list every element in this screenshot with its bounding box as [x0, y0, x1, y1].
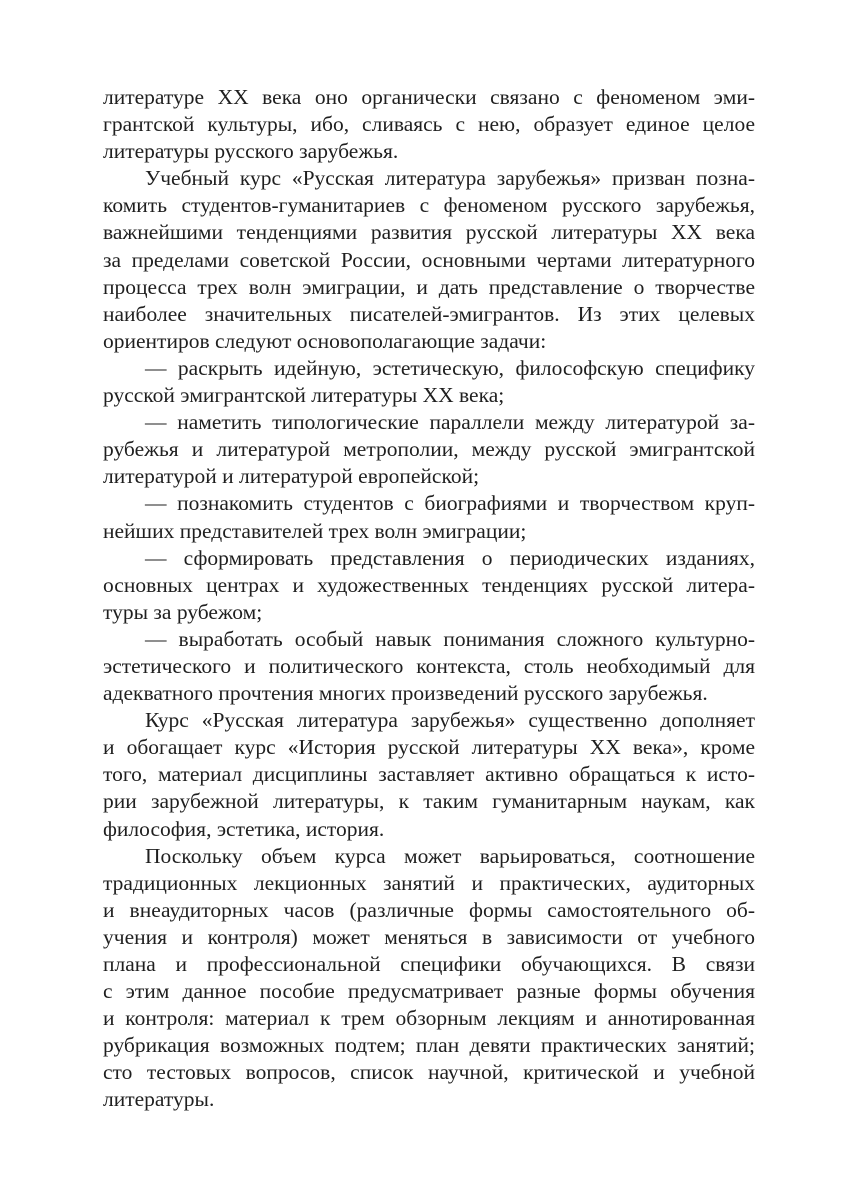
- text-line: грантской культуры, ибо, сливаясь с нею, образует единое целое: [103, 112, 755, 137]
- text-line: адекватного прочтения многих произведений русского зарубежья.: [103, 681, 708, 706]
- text-line: за пределами советской России, основными чертами литературного: [103, 247, 755, 272]
- text-line: литературой и литературой европейской;: [103, 464, 480, 489]
- text-line: Поскольку объем курса может варьироваться, соотношение: [145, 843, 755, 868]
- text-line: литературе XX века оно органически связано с феноменом эми-: [103, 85, 755, 109]
- text-line: эстетического и политического контекста, столь необходимый для: [103, 653, 755, 678]
- text-line: важнейшими тенденциями развития русской литературы XX века: [103, 220, 755, 245]
- text-line: туры за рубежом;: [103, 599, 263, 624]
- text-line: рубрикация возможных подтем; план девяти практических занятий;: [103, 1033, 755, 1058]
- text-line: — познакомить студентов с биографиями и творчеством круп-: [145, 491, 755, 516]
- list-item-task-2: [103, 409, 755, 490]
- text-line: нейших представителей трех волн эмиграции;: [103, 518, 527, 543]
- text-line: и обогащает курс «История русской литературы XX века», кроме: [103, 735, 755, 760]
- text-line: рии зарубежной литературы, к таким гуманитарным наукам, как: [103, 789, 755, 814]
- text-line: Учебный курс «Русская литература зарубежья» призван позна-: [145, 166, 755, 191]
- text-line: наиболее значительных писателей-эмигрантов. Из этих целевых: [103, 301, 755, 326]
- text-line: литературы.: [103, 1087, 215, 1112]
- paragraph-intro-continuation: [103, 84, 755, 165]
- text-line: философия, эстетика, история.: [103, 816, 385, 841]
- text-line: — выработать особый навык понимания сложного культурно-: [145, 626, 755, 651]
- text-line: плана и профессиональной специфики обучающихся. В связи: [103, 952, 755, 976]
- text-line: рубежья и литературой метрополии, между русской эмигрантской: [103, 437, 755, 462]
- document-page: [103, 84, 755, 1114]
- text-line: и внеаудиторных часов (различные формы самостоятельного об-: [103, 897, 755, 922]
- list-item-task-1: [103, 355, 755, 409]
- text-line: — сформировать представления о периодических изданиях,: [145, 545, 755, 570]
- paragraph-course-goals: [103, 165, 755, 355]
- text-line: и контроля: материал к трем обзорным лекциям и аннотированная: [103, 1006, 755, 1031]
- list-item-task-3: [103, 490, 755, 544]
- list-item-task-5: [103, 626, 755, 707]
- text-line: литературы русского зарубежья.: [103, 139, 399, 164]
- text-line: процесса трех волн эмиграции, и дать представление о творчестве: [103, 274, 755, 299]
- text-line: — наметить типологические параллели между литературой за-: [145, 410, 755, 435]
- text-line: того, материал дисциплины заставляет активно обращаться к исто-: [103, 762, 755, 787]
- text-line: комить студентов-гуманитариев с феноменом русского зарубежья,: [103, 193, 755, 218]
- text-line: традиционных лекционных занятий и практических, аудиторных: [103, 870, 755, 895]
- paragraph-course-format: [103, 843, 755, 1114]
- text-line: ориентиров следуют основополагающие задачи:: [103, 328, 547, 353]
- text-line: русской эмигрантской литературы XX века;: [103, 383, 505, 408]
- text-line: с этим данное пособие предусматривает разные формы обучения: [103, 979, 755, 1004]
- text-line: Курс «Русская литература зарубежья» существенно дополняет: [145, 708, 755, 733]
- paragraph-course-relation: [103, 707, 755, 842]
- text-line: — раскрыть идейную, эстетическую, философскую специфику: [145, 355, 755, 380]
- text-line: учения и контроля) может меняться в зависимости от учебного: [103, 924, 755, 949]
- list-item-task-4: [103, 545, 755, 626]
- text-line: сто тестовых вопросов, список научной, критической и учебной: [103, 1060, 755, 1085]
- text-line: основных центрах и художественных тенденциях русской литера-: [103, 572, 755, 597]
